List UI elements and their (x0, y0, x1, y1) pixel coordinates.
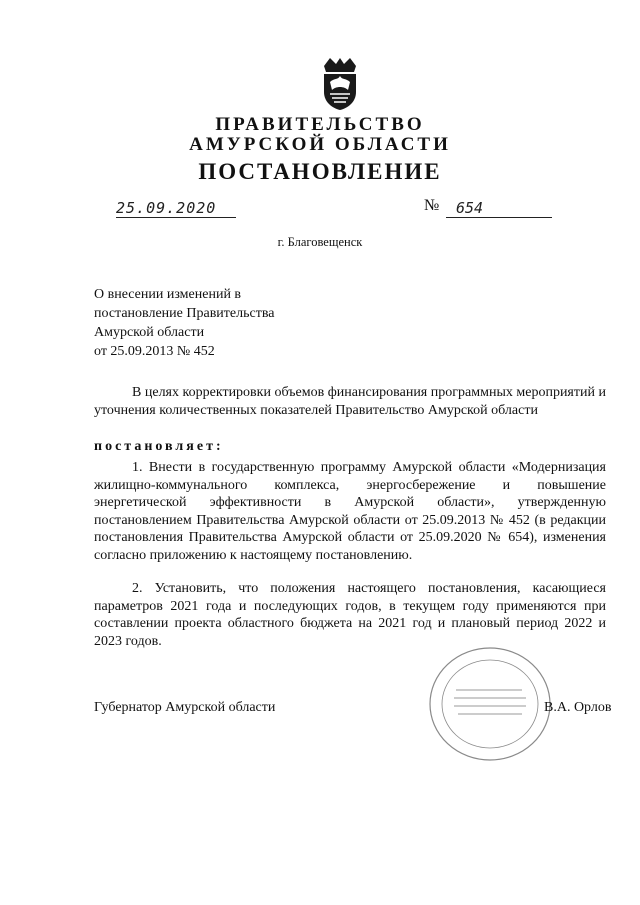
coat-of-arms-icon (318, 56, 362, 110)
signatory-name: В.А. Орлов (544, 700, 612, 715)
subject-line: от 25.09.2013 № 452 (94, 344, 215, 359)
subject-line: О внесении изменений в (94, 287, 242, 302)
item-2-paragraph: 2. Установить, что положения настоящего постановления, касающиеся параметров 2021 года и последующих годов, в текущем году применяются при составлении проекта областного бюджета на 2021 год и плановый период 2022 и 2023 годов. (94, 581, 606, 649)
item-1-paragraph: 1. Внести в государственную программу Амурской области «Модернизация жилищно-коммунального комплекса, энергосбережение и повышение энергетической эффективности в Амурской области», утвержденную постановлением Правительства Амурской области от 25.09.2013 № 452 (в редакции постановления Правительства Амурской области от 25.09.2020 № 654), изменения согласно приложению к настоящему постановлению. (94, 460, 606, 563)
government-title: ПРАВИТЕЛЬСТВО (215, 114, 425, 135)
preamble-paragraph: В целях корректировки объемов финансирования программных мероприятий и уточнения количественных показателей Правительство Амурской области (94, 385, 606, 418)
document-subject (94, 285, 274, 361)
subject-line: Амурской области (94, 325, 205, 340)
number-label: № (424, 197, 440, 214)
city-line: г. Благовещенск (277, 235, 363, 249)
subject-line: постановление Правительства (94, 306, 275, 321)
document-date: 25.09.2020 (116, 199, 236, 218)
decree-word: постановляет: (94, 439, 224, 454)
document-number: 654 (446, 199, 552, 218)
official-stamp-icon (426, 644, 554, 764)
signatory-title: Губернатор Амурской области (94, 700, 276, 715)
document-type-heading: ПОСТАНОВЛЕНИЕ (198, 159, 442, 184)
region-title: АМУРСКОЙ ОБЛАСТИ (189, 134, 451, 155)
